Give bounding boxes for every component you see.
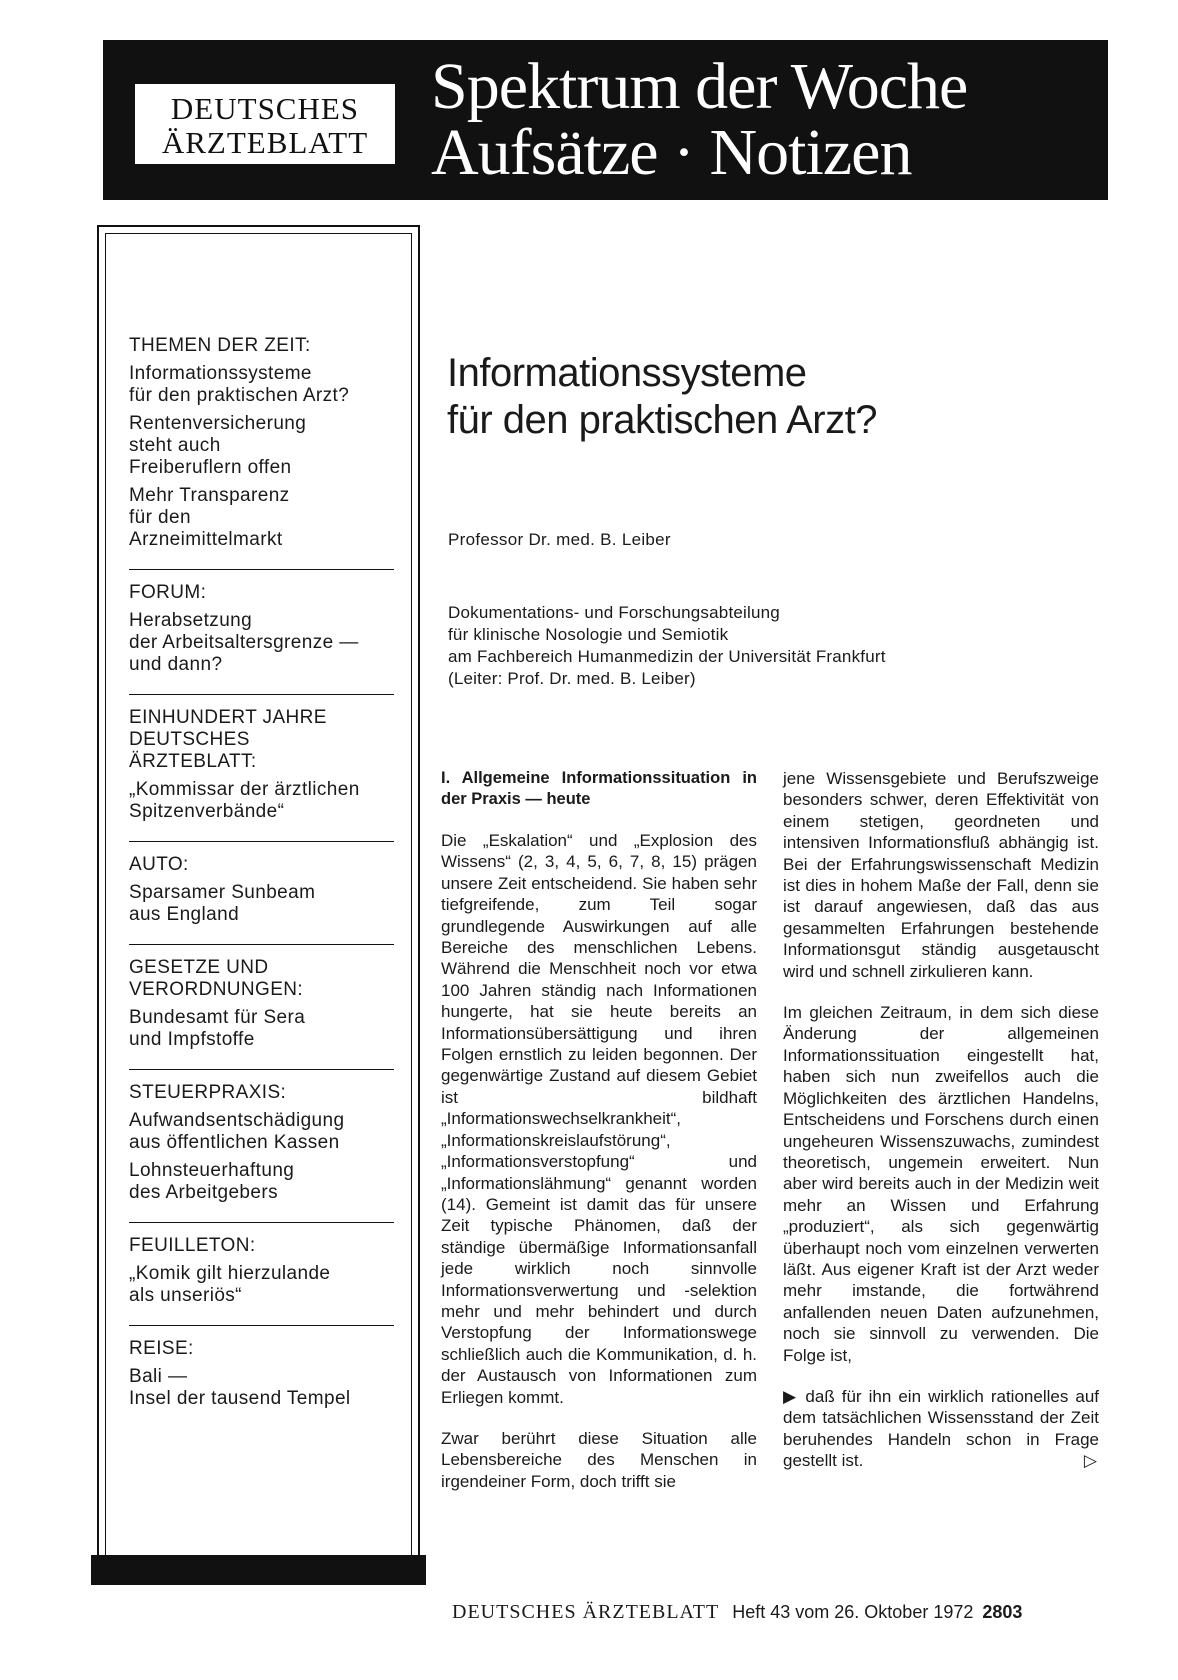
table-of-contents <box>129 323 394 1428</box>
toc-item-line: Freiberuflern offen <box>129 457 292 478</box>
toc-category <box>129 957 394 1001</box>
toc-item-line: Arzneimittelmarkt <box>129 529 283 550</box>
toc-category <box>129 335 394 357</box>
toc-section <box>129 945 394 1070</box>
toc-item <box>129 1110 394 1154</box>
toc-item-line: Aufwandsentschädigung <box>129 1110 345 1131</box>
toc-category-line: ÄRZTEBLATT: <box>129 751 257 772</box>
toc-item-line: „Komik gilt hierzulande <box>129 1263 331 1284</box>
toc-item-line: Spitzenverbände“ <box>129 801 285 822</box>
footer-magazine: DEUTSCHES ÄRZTEBLATT <box>452 1601 720 1623</box>
toc-item-line: Informationssysteme <box>129 363 312 384</box>
page-footer <box>452 1601 1022 1624</box>
toc-category <box>129 1235 394 1257</box>
toc-item-line: für den <box>129 507 191 528</box>
toc-item-line: und dann? <box>129 654 223 675</box>
toc-item-line: Bali — <box>129 1366 188 1387</box>
toc-category-line: VERORDNUNGEN: <box>129 979 304 1000</box>
toc-item-line: und Impfstoffe <box>129 1029 255 1050</box>
magazine-logo <box>133 82 397 166</box>
toc-section <box>129 570 394 695</box>
toc-item <box>129 363 394 407</box>
toc-item-line: „Kommissar der ärztlichen <box>129 779 360 800</box>
toc-category-line: REISE: <box>129 1338 194 1359</box>
author: Professor Dr. med. B. Leiber <box>448 530 671 549</box>
toc-category-line: STEUERPRAXIS: <box>129 1082 287 1103</box>
toc-section <box>129 842 394 945</box>
paragraph: Zwar berührt diese Situation alle Lebensbereiche des Menschen in irgendeiner Form, doch trifft sie <box>441 1428 757 1491</box>
toc-item-line: Insel der tausend Tempel <box>129 1388 351 1409</box>
paragraph: jene Wissensgebiete und Berufszweige besonders schwer, deren Effektivität von einem stetigen, geordneten und intensiven Informationsfluß abhängig ist. Bei der Erfahrungswissenschaft Medizin ist dies in hohem Maße der Fall, denn sie ist darauf angewiesen, daß das aus gesammelten Erfahrungen bestehende Informationsgut ständig ausgetauscht wird und schnell zirkulieren kann. <box>783 769 1099 981</box>
toc-section <box>129 695 394 842</box>
toc-item <box>129 610 394 676</box>
body-column-2 <box>783 768 1099 1472</box>
toc-category-line: FEUILLETON: <box>129 1235 256 1256</box>
toc-item-line: der Arbeitsaltersgrenze — <box>129 632 359 653</box>
page-number: 2803 <box>982 1602 1023 1622</box>
toc-category-line: GESETZE UND <box>129 957 269 978</box>
affiliation-line: am Fachbereich Humanmedizin der Universität Frankfurt <box>448 647 886 666</box>
logo-line-2: ÄRZTEBLATT <box>161 125 369 160</box>
continue-arrow-icon: ▷ <box>1083 1450 1097 1470</box>
article-title-line-1: Informationssysteme <box>447 351 807 395</box>
affiliation-line: (Leiter: Prof. Dr. med. B. Leiber) <box>448 669 696 688</box>
article-title <box>447 350 877 444</box>
toc-item-line: Rentenversicherung <box>129 413 307 434</box>
paragraph: Die „Eskalation“ und „Explosion des Wissens“ (2, 3, 4, 5, 6, 7, 8, 15) prägen unsere Zeit entscheidend. Sie haben sehr tiefgreifende, zum Teil sogar grundlegende Auswirkungen auf alle Bereiche des menschlichen Lebens. Während die Menschheit noch vor etwa 100 Jahren ständig nach Informationen hungerte, hat sie heute bereits an Informationsübersättigung und ihren Folgen ernstlich zu leiden begonnen. Der gegenwärtige Zustand auf diesem Gebiet ist bildhaft „Informationswechselkrankheit“, „Informationskreislaufstörung“, „Informationsverstopfung“ und „Informationslähmung“ genannt worden (14). Gemeint ist damit das für unsere Zeit typische Phänomen, daß der ständige übermäßige Informationsanfall jede wirklich noch sinnvolle Informationsverwertung und -selektion mehr und mehr behindert und durch Verstopfung der Informationswege schließlich auch die Kommunikation, d. h. der Austausch von Informationen zum Erliegen kommt. <box>441 831 757 1407</box>
toc-section <box>129 1223 394 1326</box>
toc-item-line: aus öffentlichen Kassen <box>129 1132 340 1153</box>
toc-item-line: für den praktischen Arzt? <box>129 385 350 406</box>
toc-category <box>129 582 394 604</box>
body-column-1 <box>441 768 757 1512</box>
toc-item-line: Sparsamer Sunbeam <box>129 882 316 903</box>
toc-category-line: THEMEN DER ZEIT: <box>129 335 311 356</box>
contents-sidebar <box>97 225 420 1579</box>
toc-item-line: des Arbeitgebers <box>129 1182 278 1203</box>
toc-category-line: EINHUNDERT JAHRE <box>129 707 327 728</box>
toc-item-line: steht auch <box>129 435 221 456</box>
toc-item <box>129 1007 394 1051</box>
toc-section <box>129 1326 394 1428</box>
sidebar-bottom-bar <box>91 1555 426 1585</box>
section-title-line-2: Aufsätze · Notizen <box>431 116 912 189</box>
paragraph: Im gleichen Zeitraum, in dem sich diese Änderung der allgemeinen Informationssituation eingestellt hat, haben sich nun zweifellos auch die Möglichkeiten des ärztlichen Handelns, Entscheidens und Forschens durch einen ungeheuren Wissenszuwachs, zumindest theoretisch, ungemein erweitert. Nun aber wird bereits auch in der Medizin weit mehr an Wissen und Erfahrung „produziert“, als sich gegenwärtig überhaupt noch vom einzelnen verwerten läßt. Aus eigener Kraft ist der Arzt weder mehr imstande, die fortwährend anfallenden neuen Daten aufzunehmen, noch sie sinnvoll zu verwenden. Die Folge ist, <box>783 1003 1099 1365</box>
toc-item <box>129 485 394 551</box>
article-title-line-2: für den praktischen Arzt? <box>447 398 877 442</box>
toc-category-line: AUTO: <box>129 854 189 875</box>
subheading: I. Allgemeine Informationssituation in der Praxis — heute <box>441 769 757 808</box>
toc-item <box>129 413 394 479</box>
toc-item-line: Lohnsteuerhaftung <box>129 1160 295 1181</box>
toc-item <box>129 1366 394 1410</box>
affiliation-line: für klinische Nosologie und Semiotik <box>448 625 729 644</box>
toc-category <box>129 1082 394 1104</box>
toc-category <box>129 854 394 876</box>
paragraph-bullet: ▶ daß für ihn ein wirklich rationelles auf dem tatsächlichen Wissensstand der Zeit beruhendes Handeln schon in Frage gestellt ist. <box>783 1386 1099 1471</box>
section-title-line-1: Spektrum der Woche <box>431 50 968 123</box>
logo-line-1: DEUTSCHES <box>170 91 360 126</box>
toc-item-line: als unseriös“ <box>129 1285 242 1306</box>
affiliation-line: Dokumentations- und Forschungsabteilung <box>448 603 780 622</box>
toc-category-line: DEUTSCHES <box>129 729 250 750</box>
toc-item <box>129 779 394 823</box>
footer-issue: Heft 43 vom 26. Oktober 1972 <box>732 1602 974 1622</box>
affiliation <box>448 602 886 690</box>
toc-item <box>129 1263 394 1307</box>
toc-item-line: Bundesamt für Sera <box>129 1007 306 1028</box>
toc-section <box>129 323 394 570</box>
toc-category <box>129 1338 394 1360</box>
toc-item <box>129 882 394 926</box>
toc-item-line: Herabsetzung <box>129 610 253 631</box>
section-title <box>431 50 968 189</box>
masthead <box>103 40 1108 200</box>
toc-category <box>129 707 394 773</box>
toc-item-line: aus England <box>129 904 240 925</box>
toc-item <box>129 1160 394 1204</box>
toc-item-line: Mehr Transparenz <box>129 485 290 506</box>
toc-category-line: FORUM: <box>129 582 207 603</box>
toc-section <box>129 1070 394 1223</box>
